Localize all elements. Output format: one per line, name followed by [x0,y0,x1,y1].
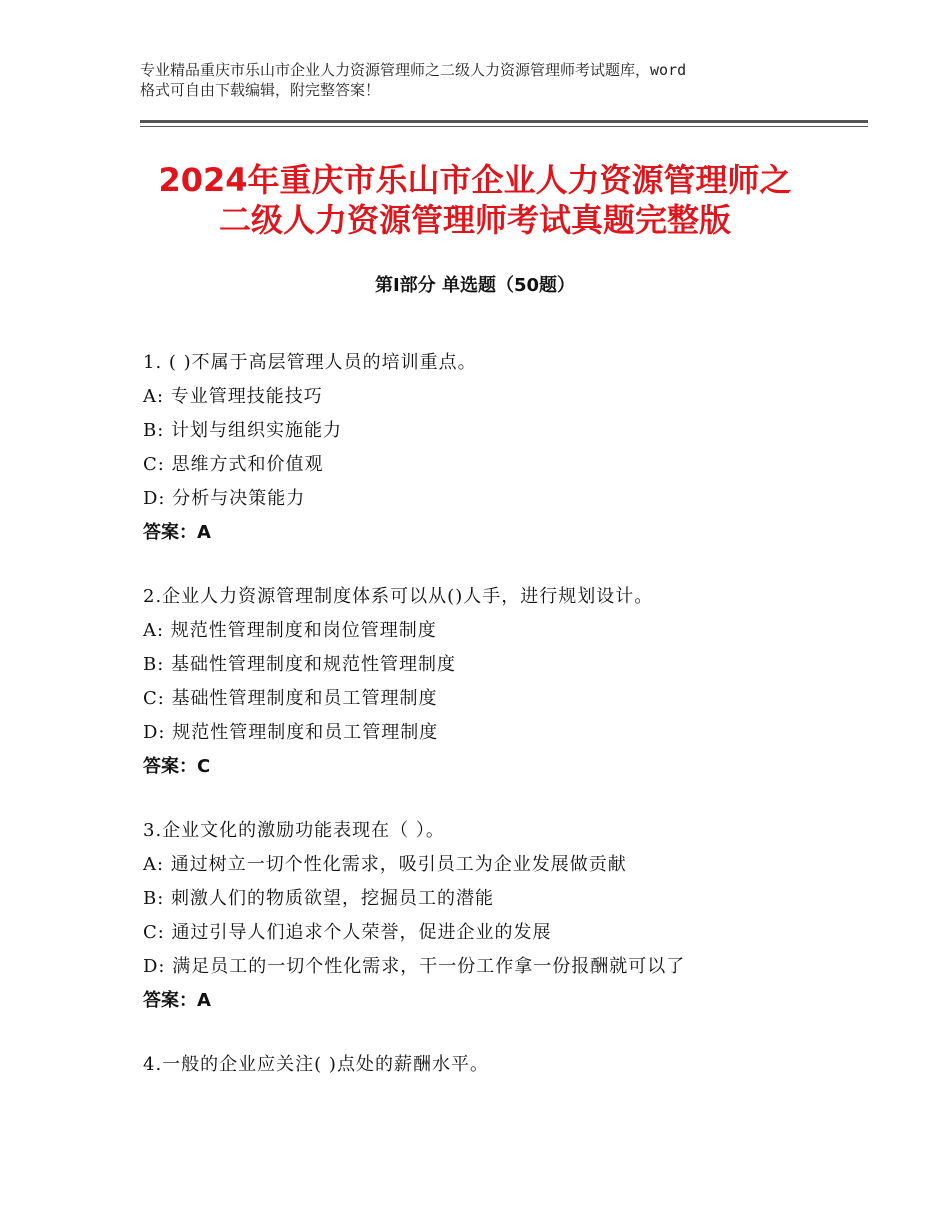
question-option: A: 规范性管理制度和岗位管理制度 [143,620,437,641]
question-item [143,580,863,784]
title-line: 2024年重庆市乐山市企业人力资源管理师之 [158,161,792,199]
header-note-line: 格式可自由下载编辑，附完整答案！ [140,81,381,99]
question-answer: 答案：C [143,756,211,777]
question-option: D: 满足员工的一切个性化需求，干一份工作拿一份报酬就可以了 [143,956,686,977]
question-item [143,346,863,550]
question-item [143,814,863,1018]
question-stem: 3.企业文化的激励功能表现在（ ）。 [143,820,445,841]
section-heading: 第Ⅰ部分 单选题（50题） [374,275,575,296]
question-stem: 2.企业人力资源管理制度体系可以从()人手，进行规划设计。 [143,586,654,607]
question-option: A: 专业管理技能技巧 [143,386,323,407]
title-line: 二级人力资源管理师考试真题完整版 [218,201,731,239]
question-option: C: 思维方式和价值观 [143,454,324,475]
question-answer: 答案：A [143,522,211,543]
question-option: B: 计划与组织实施能力 [143,420,343,441]
question-answer: 答案：A [143,990,211,1011]
header-note-line: 专业精品重庆市乐山市企业人力资源管理师之二级人力资源管理师考试题库，word [140,61,687,79]
question-item [143,1048,863,1082]
question-option: C: 通过引导人们追求个人荣誉，促进企业的发展 [143,922,552,943]
question-list [143,346,863,1112]
header-divider [140,120,868,127]
question-option: D: 分析与决策能力 [143,488,306,509]
question-option: D: 规范性管理制度和员工管理制度 [143,722,439,743]
question-stem: 1. ( )不属于高层管理人员的培训重点。 [143,352,477,373]
question-option: C: 基础性管理制度和员工管理制度 [143,688,438,709]
question-option: A: 通过树立一切个性化需求，吸引员工为企业发展做贡献 [143,854,627,875]
question-option: B: 基础性管理制度和规范性管理制度 [143,654,457,675]
header-note [140,60,830,100]
question-stem: 4.一般的企业应关注( )点处的薪酬水平。 [143,1054,489,1075]
question-option: B: 刺激人们的物质欲望，挖掘员工的潜能 [143,888,495,909]
page-title [80,160,870,240]
